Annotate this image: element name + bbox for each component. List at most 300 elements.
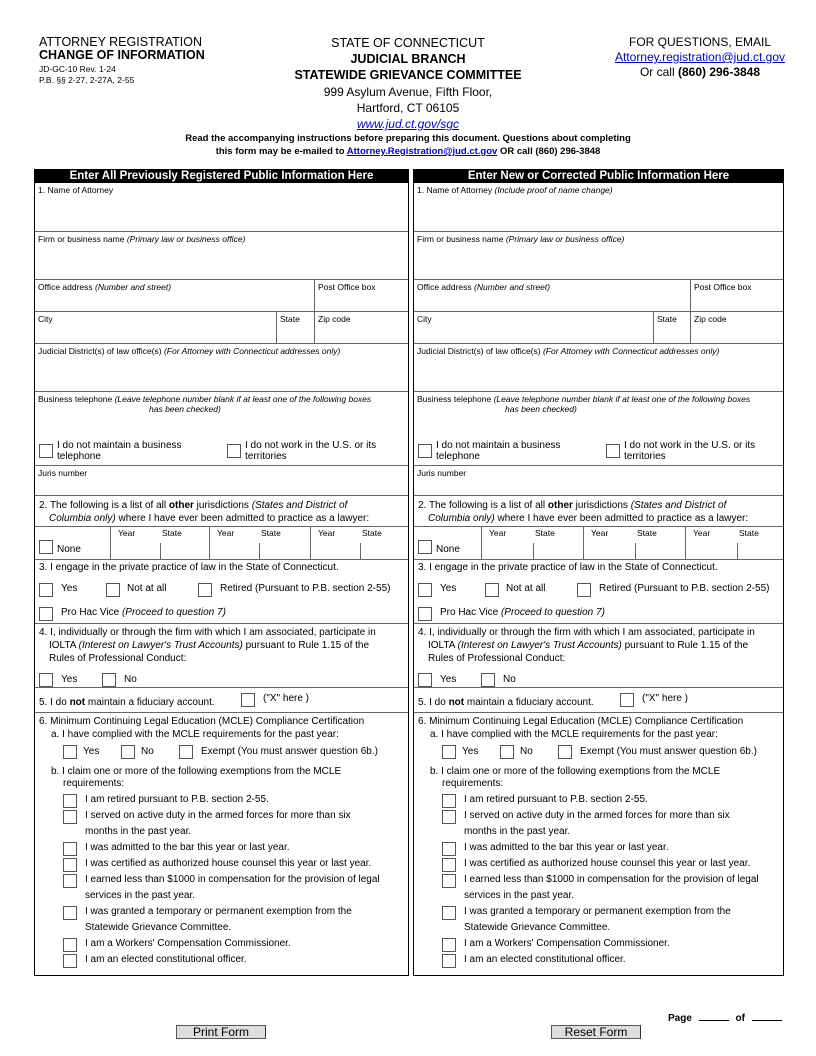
business-telephone-field[interactable] (35, 392, 408, 466)
year-label: Year (118, 528, 136, 538)
q5-text-part: not (69, 697, 86, 708)
q2-line-2-part: Columbia only) (49, 513, 116, 524)
instructions (0, 132, 816, 158)
q6a-exempt-checkbox[interactable] (179, 745, 193, 759)
pb-reference: P.B. §§ 2-27, 2-27A, 2-55 (39, 75, 135, 85)
office-address-label-part: (Number and street) (95, 282, 172, 292)
exemption-label-5: I earned less than $1000 in compensation for the provision of legal (464, 874, 759, 885)
business-telephone-field[interactable] (414, 392, 783, 466)
no-business-telephone-label: I do not maintain a business (436, 440, 561, 451)
q6-a (51, 728, 339, 741)
business-telephone-label (38, 394, 371, 404)
q3-text-part: 3. I engage in the private practice of law in the State of Connecticut. (418, 562, 718, 573)
attorney-name-field[interactable] (414, 183, 783, 232)
instructions-suffix: OR call (860) 296-3848 (497, 146, 601, 157)
year-input-2[interactable] (585, 539, 633, 559)
exemption-checkbox-2[interactable] (63, 810, 77, 824)
q2-line-2-part: where I have ever been admitted to practice as a lawyer: (494, 513, 749, 524)
q4-line-2-part: (Interest on Lawyer's Trust Accounts) (457, 640, 622, 651)
previous-info-panel (34, 169, 409, 976)
divider (276, 312, 277, 344)
attorney-name-label (38, 185, 113, 195)
no-us-work-label: I do not work in the U.S. or its (245, 440, 377, 451)
no-us-work-label-2: territories (245, 451, 287, 462)
q3-text (39, 561, 339, 574)
office-address-label-part: Office address (417, 282, 475, 292)
exemption-label-7: I am a Workers' Compensation Commissioner. (464, 938, 670, 949)
q4-no-checkbox[interactable] (481, 673, 495, 687)
form-subtitle: CHANGE OF INFORMATION (39, 48, 205, 62)
exemption-label-2: I served on active duty in the armed forces for more than six (464, 810, 730, 821)
question-4 (35, 624, 408, 688)
office-address-row[interactable] (414, 280, 783, 312)
judicial-district-field[interactable] (414, 344, 783, 392)
q4-line-2-part: pursuant to Rule 1.15 of the (621, 640, 749, 651)
firm-name-label (417, 234, 624, 244)
state-label: State (657, 314, 677, 324)
exemption-label-5: services in the past year. (464, 890, 575, 901)
q3-pro-hac-vice-label-part: (Proceed to question 7) (500, 607, 605, 618)
business-telephone-label-part: Business telephone (417, 394, 494, 404)
question-4 (414, 624, 783, 688)
instructions-email-link[interactable]: Attorney.Registration@jud.ct.gov (346, 146, 498, 157)
no-us-work-checkbox[interactable] (606, 444, 620, 458)
q6-a-part: a. I have complied with the MCLE requirements for the past year: (430, 729, 718, 740)
exemption-checkbox-1[interactable] (63, 794, 77, 808)
exemption-label-1: I am retired pursuant to P.B. section 2-55. (85, 794, 269, 805)
po-box-label: Post Office box (318, 282, 376, 292)
exemption-checkbox-6[interactable] (63, 906, 77, 920)
question-3 (35, 560, 408, 624)
question-6 (414, 713, 783, 975)
divider (685, 527, 686, 560)
firm-name-field[interactable] (35, 232, 408, 280)
q2-line-1-part: (States and District of (630, 500, 727, 511)
exemption-checkbox-1[interactable] (442, 794, 456, 808)
year-input-2[interactable] (211, 539, 257, 559)
year-label: Year (591, 528, 609, 538)
office-address-label-part: (Number and street) (474, 282, 551, 292)
divider (690, 312, 691, 344)
q3-yes-label: Yes (440, 583, 457, 594)
office-address-label (417, 282, 550, 292)
exemption-checkbox-8[interactable] (442, 954, 456, 968)
call-prefix: Or call (639, 65, 678, 79)
divider (160, 543, 161, 560)
q4-yes-checkbox[interactable] (39, 673, 53, 687)
exemption-label-4: I was certified as authorized house counsel this year or last year. (464, 858, 751, 869)
none-label: None (436, 544, 460, 555)
q4-line-1-part: 4. I, individually or through the firm with which I am associated, participate in (39, 627, 376, 638)
juris-number-label-part: Juris number (38, 468, 88, 478)
exemption-label-6: Statewide Grievance Committee. (85, 922, 232, 933)
q3-retired-checkbox[interactable] (577, 583, 591, 597)
q6-a-part: a. I have complied with the MCLE requirements for the past year: (51, 729, 339, 740)
state-input-1[interactable] (162, 539, 208, 559)
attorney-name-label-part: 1. Name of Attorney (417, 185, 493, 195)
q3-pro-hac-vice-label (61, 607, 226, 618)
q5-x-here-label: ("X" here ) (642, 693, 689, 704)
city-label-part: City (417, 314, 432, 324)
new-info-panel (413, 169, 784, 976)
header-right (590, 35, 810, 80)
q2-line-1-part: jurisdictions (572, 500, 631, 511)
divider (635, 543, 636, 560)
telephone-hint-2: has been checked) (505, 404, 577, 414)
q6a-yes-label: Yes (462, 746, 479, 757)
q4-line-3-part: Rules of Professional Conduct: (49, 653, 187, 664)
business-telephone-label (417, 394, 750, 404)
no-business-telephone-checkbox[interactable] (39, 444, 53, 458)
q6-title-part: 6. Minimum Continuing Legal Education (MCLE) Compliance Certification (418, 716, 744, 727)
page-number-field[interactable] (699, 1020, 729, 1021)
exemption-label-1: I am retired pursuant to P.B. section 2-55. (464, 794, 648, 805)
divider (209, 527, 210, 560)
q6-b-2 (442, 777, 503, 790)
q3-not-at-all-label: Not at all (506, 583, 546, 594)
year-label: Year (217, 528, 235, 538)
exemption-label-6: I was granted a temporary or permanent exemption from the (85, 906, 352, 917)
divider (110, 527, 111, 560)
question-3 (414, 560, 783, 624)
q2-line-2 (49, 512, 369, 525)
instructions-prefix: this form may be e-mailed to (215, 146, 347, 157)
exemption-label-4: I was certified as authorized house counsel this year or last year. (85, 858, 372, 869)
q2-line-2-part: Columbia only) (428, 513, 495, 524)
year-input-3[interactable] (312, 539, 358, 559)
q2-line-2 (428, 512, 748, 525)
exemption-label-3: I was admitted to the bar this year or last year. (464, 842, 669, 853)
q4-line-2-part: pursuant to Rule 1.15 of the (242, 640, 370, 651)
q4-line-2 (428, 639, 748, 652)
exemption-checkbox-5[interactable] (442, 874, 456, 888)
q3-pro-hac-vice-checkbox[interactable] (39, 607, 53, 621)
exemption-checkbox-3[interactable] (442, 842, 456, 856)
firm-name-label-part: (Primary law or business office) (505, 234, 625, 244)
panel-header: Enter New or Corrected Public Information Here (413, 169, 784, 183)
city-label-part: City (38, 314, 53, 324)
none-checkbox[interactable] (418, 540, 432, 554)
q3-retired-label: Retired (Pursuant to P.B. section 2-55) (220, 583, 391, 594)
state-input-2[interactable] (637, 539, 683, 559)
city-label (417, 314, 432, 324)
form-number: JD-GC-10 Rev. 1-24 (39, 64, 116, 74)
questions-label: FOR QUESTIONS, EMAIL (628, 35, 772, 49)
state-input-3[interactable] (739, 539, 785, 559)
panel-header: Enter All Previously Registered Public Information Here (34, 169, 409, 183)
form-title: ATTORNEY REGISTRATION (39, 35, 202, 49)
q3-yes-checkbox[interactable] (39, 583, 53, 597)
q5-text-part: maintain a fiduciary account. (464, 697, 594, 708)
year-input-1[interactable] (112, 539, 158, 559)
state-label: State (362, 528, 382, 538)
state-label: State (637, 528, 657, 538)
q5-text-part: maintain a fiduciary account. (85, 697, 215, 708)
q5-no-fiduciary-checkbox[interactable] (620, 693, 634, 707)
q6a-no-checkbox[interactable] (500, 745, 514, 759)
telephone-hint-2: has been checked) (149, 404, 221, 414)
q4-no-label: No (503, 674, 516, 685)
exemption-checkbox-4[interactable] (442, 858, 456, 872)
exemption-label-8: I am an elected constitutional officer. (85, 954, 247, 965)
exemption-label-6: Statewide Grievance Committee. (464, 922, 611, 933)
q4-line-1 (418, 626, 755, 639)
divider (314, 312, 315, 344)
jurisdictions-table (35, 527, 408, 560)
exemption-label-6: I was granted a temporary or permanent exemption from the (464, 906, 731, 917)
q4-line-3 (428, 652, 565, 665)
jurisdictions-table (414, 527, 783, 560)
exemption-label-8: I am an elected constitutional officer. (464, 954, 626, 965)
office-address-row[interactable] (35, 280, 408, 312)
exemption-checkbox-5[interactable] (63, 874, 77, 888)
judicial-district-label-part: (For Attorney with Connecticut addresses only) (163, 346, 341, 356)
q5-text-part: 5. I do (418, 697, 449, 708)
no-us-work-label: I do not work in the U.S. or its (624, 440, 756, 451)
name-hint: (Include proof of name change) (492, 185, 613, 195)
year-input-1[interactable] (483, 539, 531, 559)
year-input-3[interactable] (687, 539, 735, 559)
q6-title (39, 715, 364, 728)
q6a-yes-checkbox[interactable] (442, 745, 456, 759)
judicial-district-label-part: Judicial District(s) of law office(s) (417, 346, 543, 356)
question-6 (35, 713, 408, 975)
q6a-exempt-label: Exempt (You must answer question 6b.) (201, 746, 378, 757)
year-label: Year (318, 528, 336, 538)
q5-text-part: 5. I do (39, 697, 70, 708)
q6a-no-label: No (141, 746, 154, 757)
po-box-label: Post Office box (694, 282, 752, 292)
divider (310, 527, 311, 560)
state-label: State (261, 528, 281, 538)
q5-no-fiduciary-checkbox[interactable] (241, 693, 255, 707)
state-input-1[interactable] (535, 539, 581, 559)
q3-pro-hac-vice-label-part: Pro Hac Vice (440, 607, 501, 618)
q4-yes-label: Yes (61, 674, 78, 685)
q5-x-here-label: ("X" here ) (263, 693, 310, 704)
branch-name: JUDICIAL BRANCH (350, 52, 466, 66)
no-business-telephone-checkbox[interactable] (418, 444, 432, 458)
q6-b-1-part: b. I claim one or more of the following exemptions from the MCLE (430, 766, 721, 777)
question-2 (414, 496, 783, 527)
q2-line-1-part: jurisdictions (193, 500, 252, 511)
no-business-telephone-label-2: telephone (436, 451, 480, 462)
q2-line-1-part: other (168, 500, 194, 511)
state-input-3[interactable] (362, 539, 408, 559)
address-line-2: Hartford, CT 06105 (356, 101, 460, 115)
zip-label: Zip code (318, 314, 351, 324)
q2-line-1-part: other (547, 500, 573, 511)
office-address-label-part: Office address (38, 282, 96, 292)
q4-no-label: No (124, 674, 137, 685)
q3-pro-hac-vice-label-part: Pro Hac Vice (61, 607, 122, 618)
exemption-checkbox-2[interactable] (442, 810, 456, 824)
q3-retired-checkbox[interactable] (198, 583, 212, 597)
of-label: of (735, 1013, 745, 1024)
q4-yes-checkbox[interactable] (418, 673, 432, 687)
instructions-line-1: Read the accompanying instructions before preparing this document. Questions about completing (185, 133, 631, 144)
exemption-checkbox-7[interactable] (442, 938, 456, 952)
year-label: Year (489, 528, 507, 538)
juris-number-label-part: Juris number (417, 468, 467, 478)
divider (533, 543, 534, 560)
call-phone: (860) 296-3848 (677, 65, 761, 79)
q3-text-part: 3. I engage in the private practice of law in the State of Connecticut. (39, 562, 339, 573)
q6a-no-checkbox[interactable] (121, 745, 135, 759)
office-address-label (38, 282, 171, 292)
address-line-1: 999 Asylum Avenue, Fifth Floor, (323, 85, 493, 99)
state-label: State (535, 528, 555, 538)
exemption-label-3: I was admitted to the bar this year or last year. (85, 842, 290, 853)
q4-line-1-part: 4. I, individually or through the firm with which I am associated, participate in (418, 627, 755, 638)
question-2 (35, 496, 408, 527)
juris-number-field[interactable] (35, 466, 408, 496)
zip-label: Zip code (694, 314, 727, 324)
q6-title (418, 715, 743, 728)
divider (481, 527, 482, 560)
q6-b-1-part: b. I claim one or more of the following exemptions from the MCLE (51, 766, 342, 777)
q6a-yes-checkbox[interactable] (63, 745, 77, 759)
exemption-checkbox-6[interactable] (442, 906, 456, 920)
city-row[interactable] (35, 312, 408, 344)
q2-line-1 (39, 499, 347, 512)
divider (314, 280, 315, 312)
q5-text (39, 696, 215, 709)
no-us-work-label-2: territories (624, 451, 666, 462)
exemption-label-5: I earned less than $1000 in compensation for the provision of legal (85, 874, 380, 885)
q3-not-at-all-label: Not at all (127, 583, 167, 594)
divider (737, 543, 738, 560)
q4-line-2-part: IOLTA (428, 640, 458, 651)
judicial-district-field[interactable] (35, 344, 408, 392)
exemption-checkbox-8[interactable] (63, 954, 77, 968)
juris-number-label (38, 468, 87, 478)
judicial-district-label (417, 346, 719, 356)
q3-text (418, 561, 718, 574)
exemption-checkbox-7[interactable] (63, 938, 77, 952)
questions-email-link[interactable]: Attorney.registration@jud.ct.gov (614, 50, 786, 64)
attorney-name-field[interactable] (35, 183, 408, 232)
business-telephone-label-part: Business telephone (38, 394, 115, 404)
judicial-district-label-part: (For Attorney with Connecticut addresses only) (542, 346, 720, 356)
judicial-district-label (38, 346, 340, 356)
state-input-2[interactable] (261, 539, 307, 559)
q3-pro-hac-vice-checkbox[interactable] (418, 607, 432, 621)
q3-not-at-all-checkbox[interactable] (485, 583, 499, 597)
q4-line-3 (49, 652, 186, 665)
divider (360, 543, 361, 560)
q4-line-3-part: Rules of Professional Conduct: (428, 653, 566, 664)
q4-line-2-part: IOLTA (49, 640, 79, 651)
juris-number-label (417, 468, 466, 478)
q2-line-1-part: (States and District of (251, 500, 348, 511)
page-label: Page (668, 1013, 692, 1024)
q2-line-1 (418, 499, 726, 512)
q2-line-1-part: 2. The following is a list of all (418, 500, 548, 511)
exemption-checkbox-3[interactable] (63, 842, 77, 856)
q2-line-2-part: where I have ever been admitted to practice as a lawyer: (115, 513, 370, 524)
page-total-field[interactable] (752, 1020, 782, 1021)
city-row[interactable] (414, 312, 783, 344)
firm-name-label-part: (Primary law or business office) (126, 234, 246, 244)
divider (653, 312, 654, 344)
city-label (38, 314, 53, 324)
juris-number-field[interactable] (414, 466, 783, 496)
state-name: STATE OF CONNECTICUT (331, 36, 485, 50)
divider (690, 280, 691, 312)
exemption-label-2: months in the past year. (85, 826, 192, 837)
q6a-no-label: No (520, 746, 533, 757)
q3-yes-label: Yes (61, 583, 78, 594)
exemption-checkbox-4[interactable] (63, 858, 77, 872)
state-label: State (162, 528, 182, 538)
q6a-yes-label: Yes (83, 746, 100, 757)
year-label: Year (693, 528, 711, 538)
state-label: State (739, 528, 759, 538)
q6a-exempt-checkbox[interactable] (558, 745, 572, 759)
exemption-label-2: months in the past year. (464, 826, 571, 837)
committee-name: STATEWIDE GRIEVANCE COMMITTEE (294, 68, 522, 82)
q2-line-1-part: 2. The following is a list of all (39, 500, 169, 511)
divider (259, 543, 260, 560)
exemption-label-2: I served on active duty in the armed forces for more than six (85, 810, 351, 821)
q6-b-2 (63, 777, 124, 790)
q6-title-part: 6. Minimum Continuing Legal Education (MCLE) Compliance Certification (39, 716, 365, 727)
attorney-name-label (417, 185, 613, 195)
no-business-telephone-label: I do not maintain a business (57, 440, 182, 451)
q4-no-checkbox[interactable] (102, 673, 116, 687)
business-telephone-label-part: (Leave telephone number blank if at least one of the following boxes (114, 394, 372, 404)
q4-line-2-part: (Interest on Lawyer's Trust Accounts) (78, 640, 243, 651)
attorney-name-label-part: 1. Name of Attorney (38, 185, 114, 195)
no-us-work-checkbox[interactable] (227, 444, 241, 458)
q6-a (430, 728, 718, 741)
reset-form-button[interactable]: Reset Form (551, 1025, 641, 1039)
q3-yes-checkbox[interactable] (418, 583, 432, 597)
q6a-exempt-label: Exempt (You must answer question 6b.) (580, 746, 757, 757)
question-5 (414, 688, 783, 713)
q3-pro-hac-vice-label (440, 607, 605, 618)
firm-name-label-part: Firm or business name (417, 234, 506, 244)
website-link[interactable]: www.jud.ct.gov/sgc (356, 117, 460, 131)
business-telephone-label-part: (Leave telephone number blank if at least one of the following boxes (493, 394, 751, 404)
q4-line-2 (49, 639, 369, 652)
q3-retired-label: Retired (Pursuant to P.B. section 2-55) (599, 583, 770, 594)
q5-text (418, 696, 594, 709)
q4-yes-label: Yes (440, 674, 457, 685)
divider (583, 527, 584, 560)
firm-name-label-part: Firm or business name (38, 234, 127, 244)
firm-name-field[interactable] (414, 232, 783, 280)
exemption-label-5: services in the past year. (85, 890, 196, 901)
q5-text-part: not (448, 697, 465, 708)
page-indicator (668, 1013, 782, 1024)
state-label: State (280, 314, 300, 324)
firm-name-label (38, 234, 245, 244)
print-form-button[interactable]: Print Form (176, 1025, 266, 1039)
q4-line-1 (39, 626, 376, 639)
judicial-district-label-part: Judicial District(s) of law office(s) (38, 346, 164, 356)
q6-b-2-part: requirements: (63, 778, 125, 789)
exemption-label-7: I am a Workers' Compensation Commissioner. (85, 938, 291, 949)
header-center (258, 35, 558, 132)
q3-not-at-all-checkbox[interactable] (106, 583, 120, 597)
none-checkbox[interactable] (39, 540, 53, 554)
question-5 (35, 688, 408, 713)
none-label: None (57, 544, 81, 555)
q6-b-2-part: requirements: (442, 778, 504, 789)
q3-pro-hac-vice-label-part: (Proceed to question 7) (121, 607, 226, 618)
